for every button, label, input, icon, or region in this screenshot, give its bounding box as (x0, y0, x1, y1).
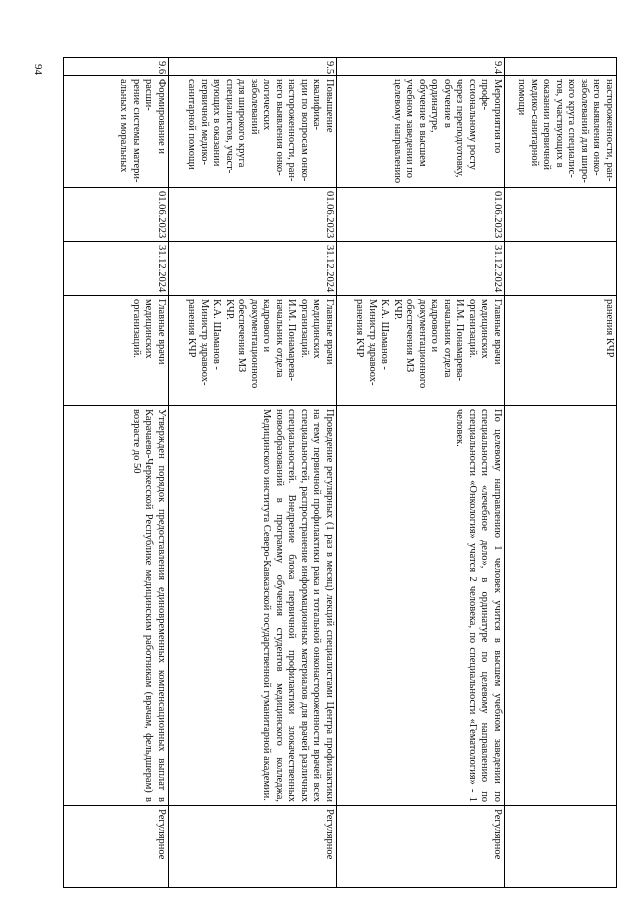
cell-event-line: обучение в ординатуре, (429, 79, 453, 133)
cell-event-line: тов, участвующих в (554, 79, 565, 168)
cell-periodicity (505, 806, 617, 888)
cell-responsible (64, 296, 169, 406)
cell-responsible-line: Главные врачи (156, 299, 167, 365)
cell-responsible-line: начальник отдела (442, 299, 453, 378)
cell-responsible-line: ранения КЧР (354, 299, 366, 358)
cell-start-date: 01.06.2023 (64, 188, 169, 242)
cell-event-line: учебном заведении по (404, 79, 416, 179)
cell-number: 9.6 (64, 58, 169, 76)
cell-result: Проведение регулярных (1 раз в месяц) лекций специалистами Центра профилактики на тему первичной профилактики рака и тотальной онконастороженности врачей всех специальностей, распространение информационных материалов для врачей различных специальностей. Внедрение блока первичной профилактики злокачественных новообразований в программу обучения студентов медицинского колледжа, Медицинского института Северо-Кавказской государственной гуманитарной академии. (169, 406, 337, 806)
cell-responsible-line: кадрового и (429, 299, 441, 353)
cell-periodicity: Регулярное (169, 806, 337, 888)
cell-responsible-line: медицинских (311, 299, 323, 359)
cell-event-line: медико-санитарной (529, 79, 540, 167)
table-row (337, 58, 505, 888)
cell-responsible-line: организаций. (467, 299, 478, 358)
cell-event (337, 76, 505, 188)
cell-start-date (505, 188, 617, 242)
cell-event (169, 76, 337, 188)
cell-responsible-line: медицинских (143, 299, 155, 359)
cell-event-line: заболеваний для широ- (579, 79, 590, 183)
cell-periodicity: Регулярное (337, 806, 505, 888)
cell-end-date: 31.12.2024 (337, 242, 505, 296)
cell-responsible-line: И.М. Понамарева- (454, 299, 466, 382)
cell-responsible-line: начальник отдела (274, 299, 285, 378)
cell-responsible-line: ранения КЧР (186, 299, 198, 358)
cell-responsible (505, 296, 617, 406)
cell-event-line: помощи (516, 79, 528, 116)
cell-event-line: первичной медико- (199, 79, 210, 165)
cell-event-line: обучение в высшем (417, 79, 428, 167)
cell-responsible-line: организаций. (299, 299, 310, 358)
cell-result: По целевому направлению 1 человек учится в высшем учебном заведении по специальности «лечебное дело», в ординатуре по целевому направлению по специальности «Онкология» учатся 2 человека, по специальности «Гематология» - 1 человек. (337, 406, 505, 806)
page-number: 94 (32, 64, 44, 75)
cell-start-date: 01.06.2023 (169, 188, 337, 242)
cell-responsible-line: Министр здравоох- (367, 299, 378, 386)
measures-table (63, 57, 617, 888)
cell-event-line: Мероприятия по профе- (479, 79, 503, 154)
cell-responsible-line: Главные врачи (324, 299, 335, 365)
cell-event-line: ссиональному росту (467, 79, 478, 170)
cell-responsible (169, 296, 337, 406)
cell-event-line: настороженности, ран- (604, 79, 615, 182)
table-row (169, 58, 337, 888)
cell-event-line: Повышение квалифика- (311, 79, 335, 133)
cell-event-line: рение системы матери- (131, 79, 142, 183)
cell-responsible-line: обеспечения МЗ (404, 299, 416, 373)
cell-periodicity: Регулярное (64, 806, 169, 888)
cell-event-line: Формирование и расши- (143, 79, 167, 155)
cell-event-line: логических заболеваний (249, 79, 273, 135)
cell-number (505, 58, 617, 76)
cell-event-line: него выявления онко- (591, 79, 603, 176)
cell-event-line: него выявления онко- (274, 79, 285, 176)
cell-responsible-line: К.А. Шаманов - (211, 299, 223, 370)
cell-event-line: вующих в оказании (211, 79, 223, 167)
cell-event-line: ции по вопросам онко- (299, 79, 310, 182)
cell-responsible-line: ранения КЧР (604, 299, 615, 358)
cell-event-line: через переподготовку, (454, 79, 466, 178)
cell-responsible-line: И.М. Понамарева- (286, 299, 298, 382)
cell-event-line: санитарной помощи (186, 79, 198, 170)
cell-responsible-line: КЧР. (224, 299, 235, 320)
cell-end-date: 31.12.2024 (64, 242, 169, 296)
cell-end-date: 31.12.2024 (169, 242, 337, 296)
cell-responsible-line: Главные врачи (492, 299, 503, 365)
cell-responsible-line: К.А. Шаманов - (379, 299, 391, 370)
cell-start-date: 01.06.2023 (337, 188, 505, 242)
cell-event-line: кого круга специалис- (566, 79, 578, 178)
cell-responsible-line: обеспечения МЗ (236, 299, 248, 373)
cell-responsible-line: документационного (417, 299, 428, 389)
cell-event (505, 76, 617, 188)
cell-responsible-line: документационного (249, 299, 260, 389)
cell-responsible-line: медицинских (479, 299, 491, 359)
cell-responsible-line: кадрового и (261, 299, 273, 353)
cell-event-line: оказании первичной (541, 79, 553, 171)
cell-event (64, 76, 169, 188)
table-row (64, 58, 169, 888)
cell-responsible-line: организаций. (131, 299, 142, 358)
cell-event-line: настороженности, ран- (286, 79, 298, 182)
cell-result (505, 406, 617, 806)
cell-event-line: для широкого круга (236, 79, 248, 168)
cell-number: 9.4 (337, 58, 505, 76)
cell-number: 9.5 (169, 58, 337, 76)
cell-responsible (337, 296, 505, 406)
cell-result: Утвержден порядок предоставления единовременных компенсационных выплат в Карачаево-Черкесской Республике медицинским работникам (врачам, фельдшерам) в возрасте до 50 (64, 406, 169, 806)
cell-responsible-line: Министр здравоох- (199, 299, 210, 386)
cell-event-line: специалистов, участ- (224, 79, 235, 174)
cell-event-line: альных и моральных (118, 79, 130, 173)
cell-responsible-line: КЧР. (392, 299, 403, 320)
rotated-table-container (42, 57, 617, 887)
cell-end-date (505, 242, 617, 296)
table-row (505, 58, 617, 888)
cell-event-line: целевому направлению (392, 79, 403, 184)
